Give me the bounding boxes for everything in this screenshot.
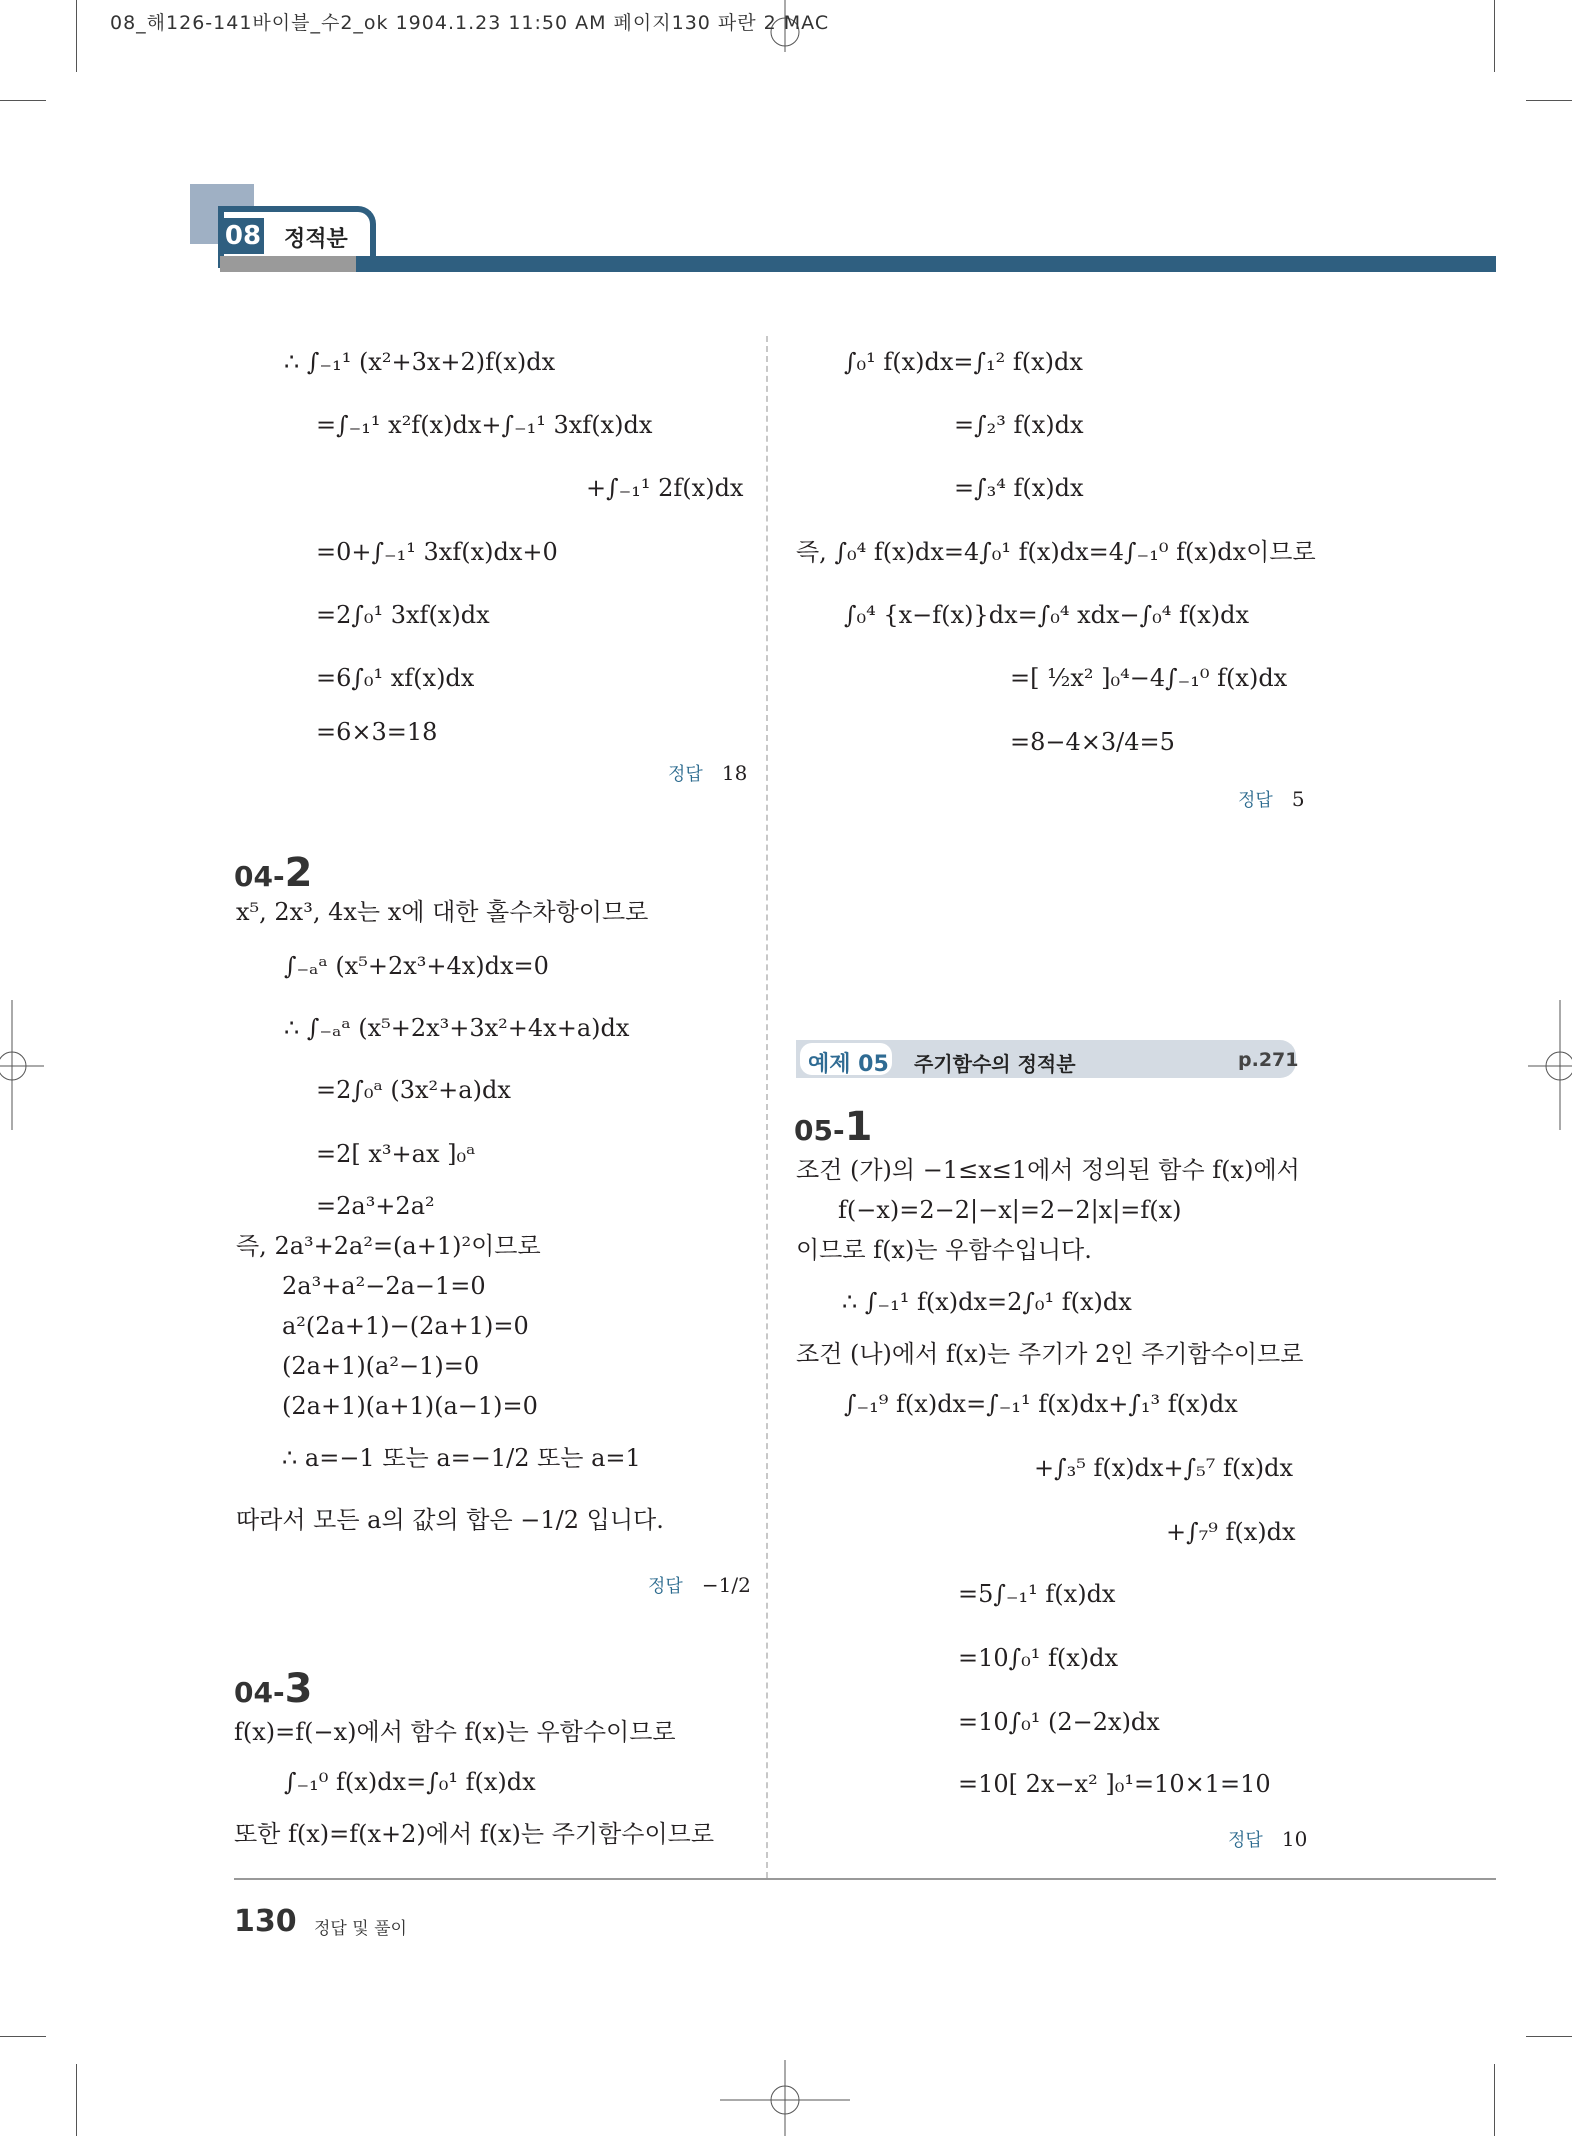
answer-label: 정답 <box>1238 790 1273 811</box>
math-line: =2∫₀ᵃ (3x²+a)dx <box>316 1076 511 1104</box>
math-line: a²(2a+1)−(2a+1)=0 <box>282 1312 529 1340</box>
math-line: ∫₀⁴ {x−f(x)}dx=∫₀⁴ xdx−∫₀⁴ f(x)dx <box>844 601 1250 629</box>
crop-mark <box>1526 2036 1572 2037</box>
math-line: =6∫₀¹ xf(x)dx <box>316 664 475 692</box>
math-line: ∫₋₁⁹ f(x)dx=∫₋₁¹ f(x)dx+∫₁³ f(x)dx <box>844 1390 1238 1418</box>
math-line: =∫₋₁¹ x²f(x)dx+∫₋₁¹ 3xf(x)dx <box>316 411 653 439</box>
column-divider <box>766 336 768 1878</box>
registration-mark <box>0 1000 50 1140</box>
header-underbar <box>220 256 356 272</box>
math-line: (2a+1)(a²−1)=0 <box>282 1352 480 1380</box>
crop-mark <box>1494 0 1495 72</box>
math-line: =10[ 2x−x² ]₀¹=10×1=10 <box>958 1770 1271 1798</box>
answer-label: 정답 <box>1228 1830 1263 1851</box>
header-rule <box>356 256 1496 272</box>
math-line: 즉, ∫₀⁴ f(x)dx=4∫₀¹ f(x)dx=4∫₋₁⁰ f(x)dx이므로 <box>796 538 1316 566</box>
footer-rule <box>234 1878 1496 1880</box>
answer-value: 5 <box>1291 787 1305 811</box>
crop-mark <box>1494 2064 1495 2136</box>
math-line: =∫₃⁴ f(x)dx <box>954 474 1084 502</box>
example-page: p.271 <box>1238 1049 1299 1071</box>
math-line: +∫₃⁵ f(x)dx+∫₅⁷ f(x)dx <box>1034 1454 1294 1482</box>
math-line: =[ ½x² ]₀⁴−4∫₋₁⁰ f(x)dx <box>1010 664 1288 692</box>
text-line: 따라서 모든 a의 값의 합은 −1/2 입니다. <box>236 1506 664 1534</box>
problem-number: 05-1 <box>794 1104 873 1150</box>
text-line: x⁵, 2x³, 4x는 x에 대한 홀수차항이므로 <box>236 898 649 926</box>
registration-mark <box>720 2060 850 2136</box>
math-line: ∴ ∫₋ₐᵃ (x⁵+2x³+3x²+4x+a)dx <box>284 1014 630 1042</box>
text-line: 즉, 2a³+2a²=(a+1)²이므로 <box>236 1232 541 1260</box>
footer-section: 정답 및 풀이 <box>314 1919 407 1939</box>
math-line: =6×3=18 <box>316 718 438 746</box>
text-line: 조건 (가)의 −1≤x≤1에서 정의된 함수 f(x)에서 <box>796 1156 1300 1184</box>
math-line: +∫₋₁¹ 2f(x)dx <box>586 474 744 502</box>
crop-mark <box>76 0 77 72</box>
answer-label: 정답 <box>668 764 703 785</box>
math-line: f(−x)=2−2|−x|=2−2|x|=f(x) <box>838 1196 1182 1224</box>
chapter-number: 08 <box>222 218 264 254</box>
example-title: 주기함수의 정적분 <box>914 1052 1076 1076</box>
text-line: 이므로 f(x)는 우함수입니다. <box>796 1236 1092 1264</box>
text-line: 또한 f(x)=f(x+2)에서 f(x)는 주기함수이므로 <box>234 1820 715 1848</box>
text-line: f(x)=f(−x)에서 함수 f(x)는 우함수이므로 <box>234 1718 676 1746</box>
math-line: +∫₇⁹ f(x)dx <box>1166 1518 1296 1546</box>
crop-mark <box>0 100 46 101</box>
text-line: 조건 (나)에서 f(x)는 주기가 2인 주기함수이므로 <box>796 1340 1304 1368</box>
math-line: =10∫₀¹ (2−2x)dx <box>958 1708 1160 1736</box>
chapter-title: 정적분 <box>284 227 348 252</box>
example-label: 예제 05 <box>808 1052 889 1077</box>
math-line: =2[ x³+ax ]₀ᵃ <box>316 1140 476 1168</box>
answer-value: 10 <box>1281 1827 1308 1851</box>
page-number: 130 <box>234 1904 297 1939</box>
problem-number: 04-2 <box>234 850 313 896</box>
crop-mark <box>0 2036 46 2037</box>
example-banner <box>796 1040 1299 1078</box>
registration-mark <box>1522 1000 1572 1140</box>
math-line: =8−4×3/4=5 <box>1010 728 1175 756</box>
math-line: ∴ a=−1 또는 a=−1/2 또는 a=1 <box>282 1444 641 1472</box>
math-line: ∫₋ₐᵃ (x⁵+2x³+4x)dx=0 <box>284 952 549 980</box>
answer-value: 18 <box>721 761 748 785</box>
math-line: =10∫₀¹ f(x)dx <box>958 1644 1119 1672</box>
crop-mark <box>1526 100 1572 101</box>
math-line: =2∫₀¹ 3xf(x)dx <box>316 601 490 629</box>
answer <box>648 1572 751 1598</box>
answer <box>1238 786 1305 812</box>
problem-number: 04-3 <box>234 1666 313 1712</box>
math-line: 2a³+a²−2a−1=0 <box>282 1272 486 1300</box>
answer <box>1228 1826 1307 1852</box>
math-line: ∫₀¹ f(x)dx=∫₁² f(x)dx <box>844 348 1083 376</box>
math-line: ∴ ∫₋₁¹ f(x)dx=2∫₀¹ f(x)dx <box>842 1288 1132 1316</box>
answer-value: −1/2 <box>701 1573 751 1597</box>
math-line: =∫₂³ f(x)dx <box>954 411 1084 439</box>
math-line: ∴ ∫₋₁¹ (x²+3x+2)f(x)dx <box>284 348 556 376</box>
math-line: =0+∫₋₁¹ 3xf(x)dx+0 <box>316 538 558 566</box>
crop-mark <box>76 2064 77 2136</box>
math-line: =2a³+2a² <box>316 1192 435 1220</box>
answer-label: 정답 <box>648 1576 683 1597</box>
print-slug: 08_해126-141바이블_수2_ok 1904.1.23 11:50 AM 페이지130 파란 2 MAC <box>110 12 830 34</box>
answer <box>668 760 747 786</box>
math-line: ∫₋₁⁰ f(x)dx=∫₀¹ f(x)dx <box>284 1768 536 1796</box>
math-line: =5∫₋₁¹ f(x)dx <box>958 1580 1116 1608</box>
math-line: (2a+1)(a+1)(a−1)=0 <box>282 1392 538 1420</box>
